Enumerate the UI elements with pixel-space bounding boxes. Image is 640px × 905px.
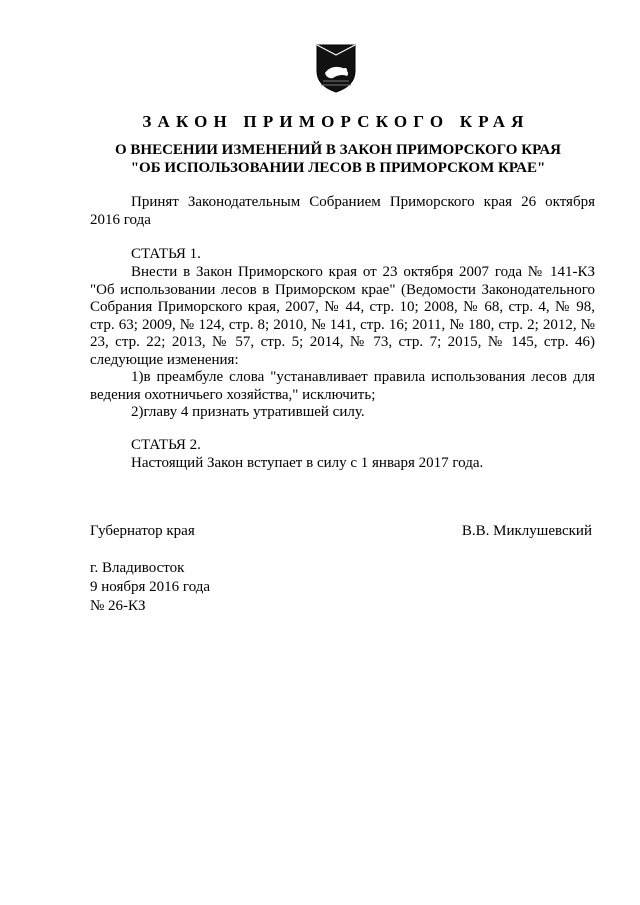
signatory-name: В.В. Миклушевский <box>461 523 592 539</box>
article-1-body: Внести в Закон Приморского края от 23 октября 2007 года № 141-КЗ "Об использовании лесов в Приморском крае" (Ведомости Законодательного Собрания Приморского края, 2007, № 44, стр. 10; 2008, № 68, стр. 4, № 98, стр. 63; 2009, № 124, стр. 8; 2010, № 141, стр. 16; 2011, № 180, стр. 2; 2012, № 23, стр. 22; 2013, № 57, стр. 5; 2014, № 73, стр. 7; 2015, № 145, стр. 46) следующие изменения: <box>90 264 595 368</box>
article-2-body: Настоящий Закон вступает в силу с 1 января 2017 года. <box>131 455 484 471</box>
adoption-statement: Принят Законодательным Собранием Приморского края 26 октября 2016 года <box>90 194 595 228</box>
issue-city: г. Владивосток <box>90 560 185 576</box>
article-1-item-1: 1)в преамбуле слова "устанавливает правила использования лесов для ведения охотничьего хозяйства," исключить; <box>90 369 595 403</box>
law-title: ЗАКОН ПРИМОРСКОГО КРАЯ <box>142 112 530 131</box>
law-number: № 26-КЗ <box>90 598 146 614</box>
issue-date: 9 ноября 2016 года <box>90 579 211 595</box>
article-1-heading: СТАТЬЯ 1. <box>131 246 201 262</box>
article-1-item-2: 2)главу 4 признать утратившей силу. <box>131 404 365 420</box>
law-subtitle <box>90 141 586 177</box>
article-2-heading: СТАТЬЯ 2. <box>131 437 201 453</box>
signatory-position: Губернатор края <box>90 523 195 539</box>
subtitle-line-2: "ОБ ИСПОЛЬЗОВАНИИ ЛЕСОВ В ПРИМОРСКОМ КРАЕ" <box>130 160 546 176</box>
subtitle-line-1: О ВНЕСЕНИИ ИЗМЕНЕНИЙ В ЗАКОН ПРИМОРСКОГО КРАЯ <box>115 142 561 158</box>
coat-of-arms-icon <box>315 43 357 93</box>
